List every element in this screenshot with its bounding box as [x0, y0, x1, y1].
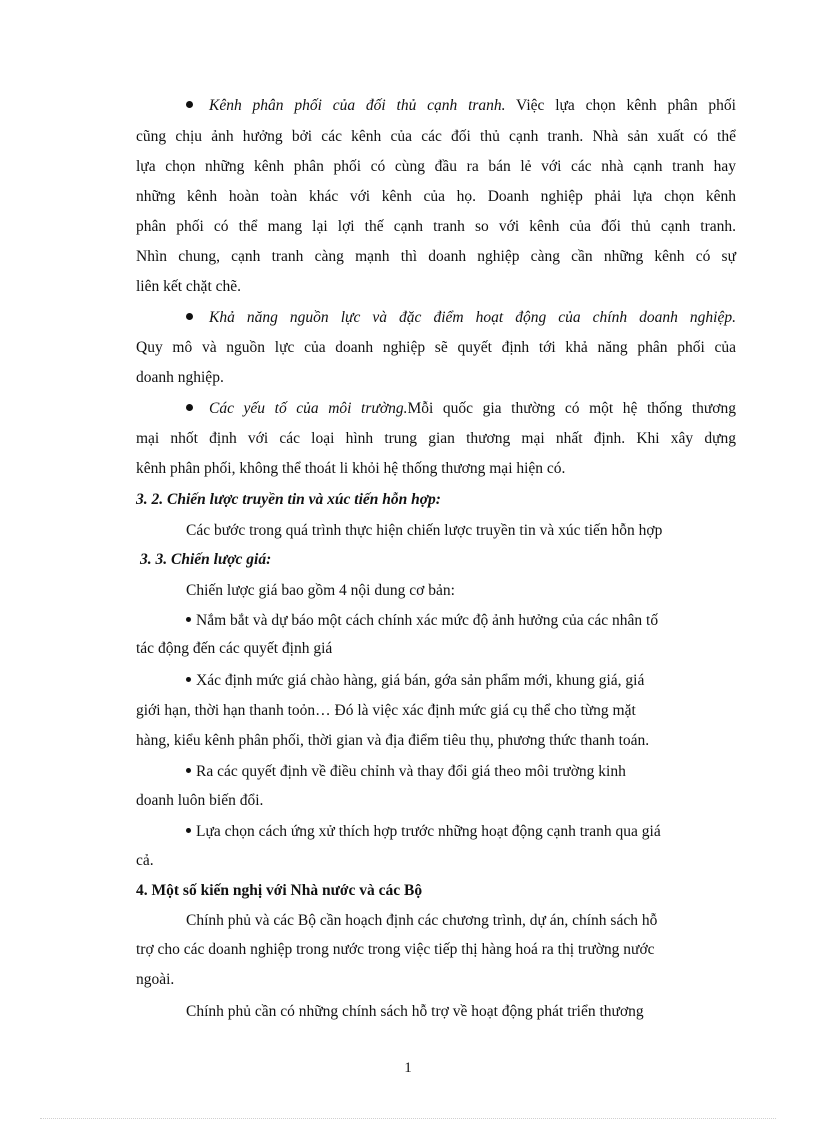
bullet-icon [186, 677, 191, 682]
bullet-1-text: Việc lựa chọn kênh phân phối [505, 97, 736, 114]
section-heading-3-3: 3. 3. Chiến lược giá: [140, 551, 272, 568]
paragraph-line: mại nhốt định với các loại hình trung gian thương mại nhất định. Khi xây dựng [136, 430, 736, 447]
paragraph-line: cũng chịu ảnh hưởng bởi các kênh của các đối thủ cạnh tranh. Nhà sản xuất có thể [136, 128, 736, 145]
price-item-1: Nắm bắt và dự báo một cách chính xác mức độ ảnh hưởng của các nhân tố [186, 611, 736, 631]
paragraph-line: doanh nghiệp. [136, 369, 224, 386]
paragraph-line: doanh luôn biến đổi. [136, 792, 264, 809]
bullet-3-title: Các yếu tố của môi trường. [209, 400, 408, 417]
paragraph-line: Chính phủ cần có những chính sách hỗ trợ về hoạt động phát triển thương [186, 1003, 644, 1020]
paragraph-line: phân phối có thể mang lại lợi thế cạnh tranh so với kênh của đối thủ cạnh tranh. [136, 218, 736, 235]
bullet-icon [186, 404, 193, 411]
paragraph-line: những kênh hoàn toàn khác với kênh của họ. Doanh nghiệp phải lựa chọn kênh [136, 188, 736, 205]
price-item-3: Ra các quyết định về điều chỉnh và thay đổi giá theo môi trường kinh [186, 762, 736, 782]
price-item-2: Xác định mức giá chào hàng, giá bán, gớa sản phẩm mới, khung giá, giá [186, 671, 736, 691]
paragraph-line: Nhìn chung, cạnh tranh càng mạnh thì doanh nghiệp càng cần những kênh có sự [136, 248, 736, 265]
paragraph-line: lựa chọn những kênh phân phối có cùng đầu ra bán lẻ với các nhà cạnh tranh hay [136, 158, 736, 175]
bullet-icon [186, 768, 191, 773]
paragraph-line: Chính phủ và các Bộ cần hoạch định các chương trình, dự án, chính sách hỗ [186, 912, 658, 929]
page-bottom-border [40, 1118, 776, 1119]
paragraph-line: ngoài. [136, 971, 175, 988]
paragraph-line: giới hạn, thời hạn thanh toỏn… Đó là việc xác định mức giá cụ thể cho từng mặt [136, 702, 636, 719]
section-3-3-intro: Chiến lược giá bao gồm 4 nội dung cơ bản: [186, 582, 455, 599]
paragraph-line: cả. [136, 852, 154, 869]
bullet-3-first-line [186, 399, 736, 419]
bullet-icon [186, 617, 191, 622]
bullet-1-first-line [186, 96, 736, 116]
bullet-icon [186, 313, 193, 320]
bullet-icon [186, 101, 193, 108]
paragraph-line: hàng, kiểu kênh phân phối, thời gian và địa điểm tiêu thụ, phương thức thanh toán. [136, 732, 650, 749]
paragraph-line: tác động đến các quyết định giá [136, 640, 333, 657]
paragraph-line: liên kết chặt chẽ. [136, 278, 242, 295]
bullet-icon [186, 828, 191, 833]
bullet-3-text: Mỗi quốc gia thường có một hệ thống thương [407, 400, 737, 417]
page-number: 1 [404, 1060, 412, 1076]
paragraph-line: kênh phân phối, không thể thoát li khỏi hệ thống thương mại hiện có. [136, 460, 566, 477]
section-3-2-text: Các bước trong quá trình thực hiện chiến lược truyền tin và xúc tiến hỗn hợp [186, 522, 663, 539]
bullet-2-first-line [186, 308, 736, 328]
bullet-1-title: Kênh phân phối của đối thủ cạnh tranh. [209, 97, 506, 114]
section-heading-4: 4. Một số kiến nghị với Nhà nước và các Bộ [136, 882, 423, 899]
paragraph-line: trợ cho các doanh nghiệp trong nước trong việc tiếp thị hàng hoá ra thị trường nước [136, 941, 655, 958]
section-heading-3-2: 3. 2. Chiến lược truyền tin và xúc tiến hỗn hợp: [136, 491, 441, 508]
paragraph-line: Quy mô và nguồn lực của doanh nghiệp sẽ quyết định tới khả năng phân phối của [136, 339, 736, 356]
price-item-4: Lựa chọn cách ứng xử thích hợp trước những hoạt động cạnh tranh qua giá [186, 822, 736, 842]
bullet-2-title: Khả năng nguồn lực và đặc điểm hoạt động của chính doanh nghiệp. [209, 309, 736, 326]
